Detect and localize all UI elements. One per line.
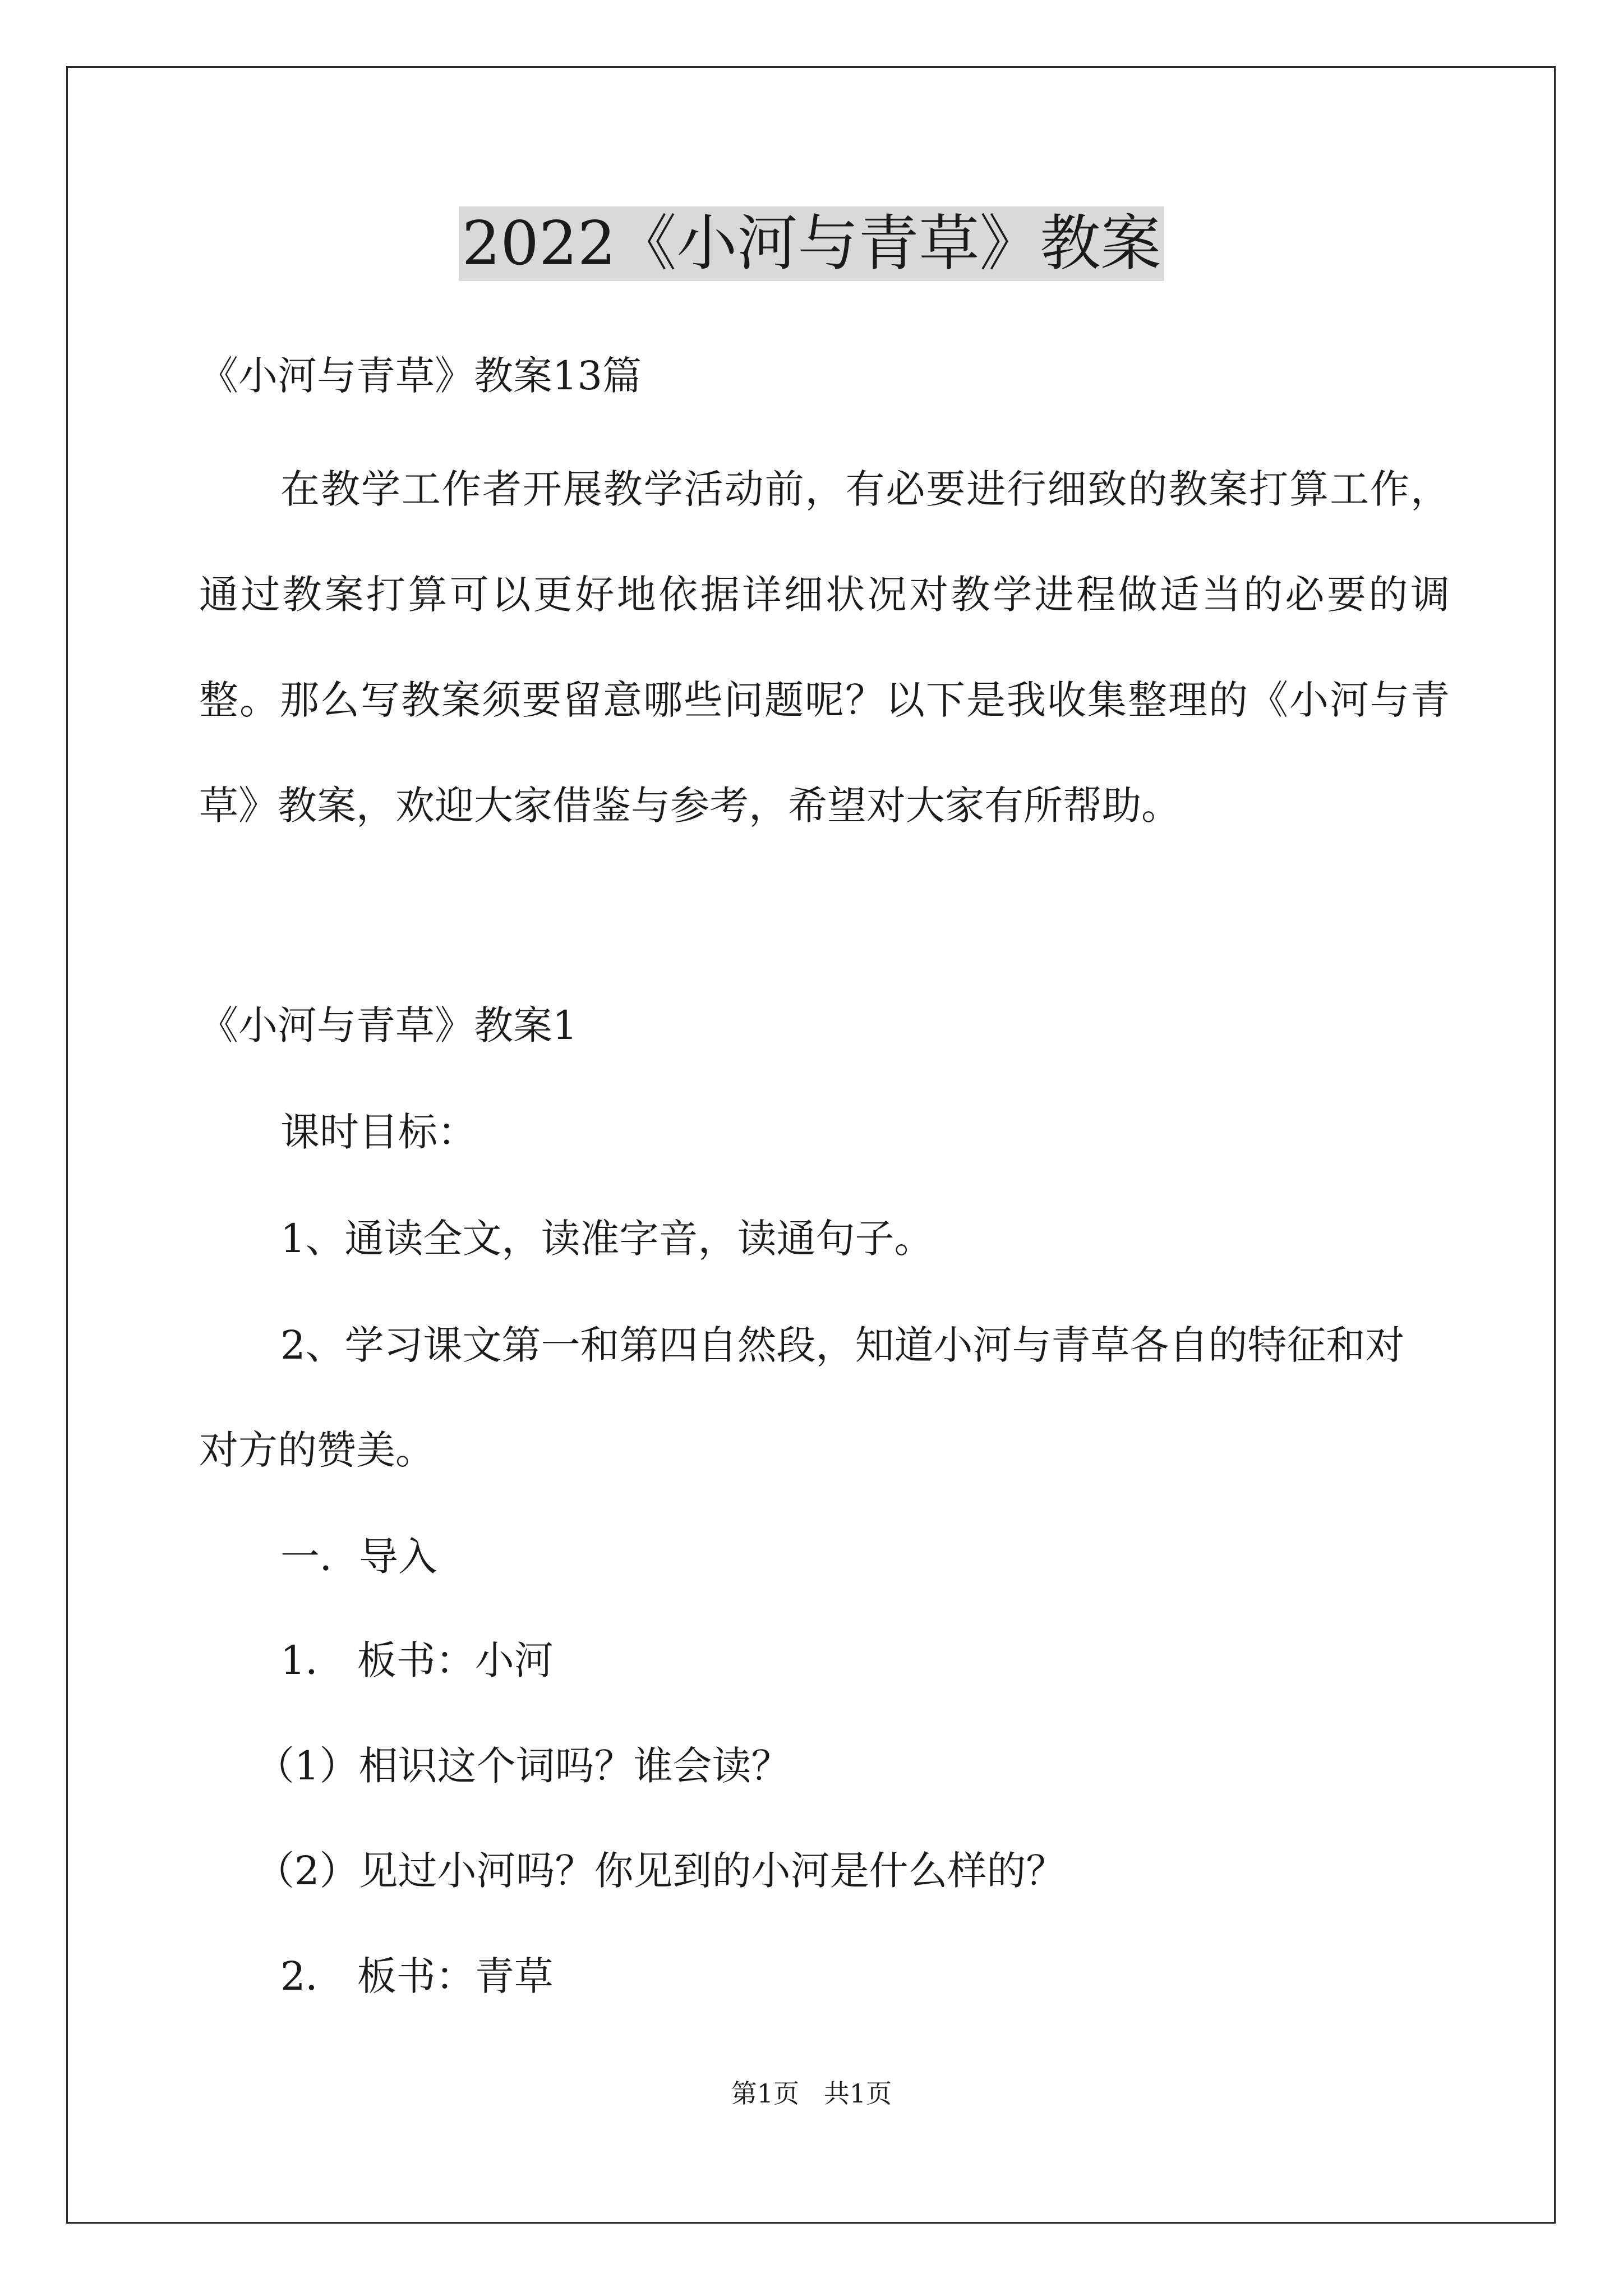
step-intro-heading: 一．导入	[280, 1534, 437, 1580]
document-title-text: 2022《小河与青草》教案	[459, 206, 1165, 281]
objective-2-line-1: 2、学习课文第一和第四自然段，知道小河与青草各自的特征和对	[280, 1322, 1405, 1368]
question-1: （1）相识这个词吗？谁会读？	[255, 1743, 791, 1789]
document-subtitle: 《小河与青草》教案13篇	[199, 353, 642, 399]
objectives-label: 课时目标：	[280, 1109, 477, 1155]
question-2: （2）见过小河吗？你见到的小河是什么样的？	[255, 1848, 1066, 1894]
objective-2-line-2: 对方的赞美。	[199, 1427, 435, 1473]
objective-1: 1、通读全文，读准字音，读通句子。	[280, 1216, 934, 1262]
list-item-board-river: 1． 板书：小河	[280, 1637, 554, 1683]
intro-paragraph: 在教学工作者开展教学活动前，有必要进行细致的教案打算工作，通过教案打算可以更好地依据详细状况对教学进程做适当的必要的调整。那么写教案须要留意哪些问题呢？以下是我收集整理的《小河与青草》教案，欢迎大家借鉴与参考，希望对大家有所帮助。	[199, 466, 1450, 829]
document-title	[0, 205, 1623, 283]
section-heading: 《小河与青草》教案1	[199, 1002, 578, 1048]
list-item-board-grass: 2． 板书：青草	[280, 1953, 554, 1999]
page-footer: 第1页 共1页	[731, 2078, 892, 2109]
